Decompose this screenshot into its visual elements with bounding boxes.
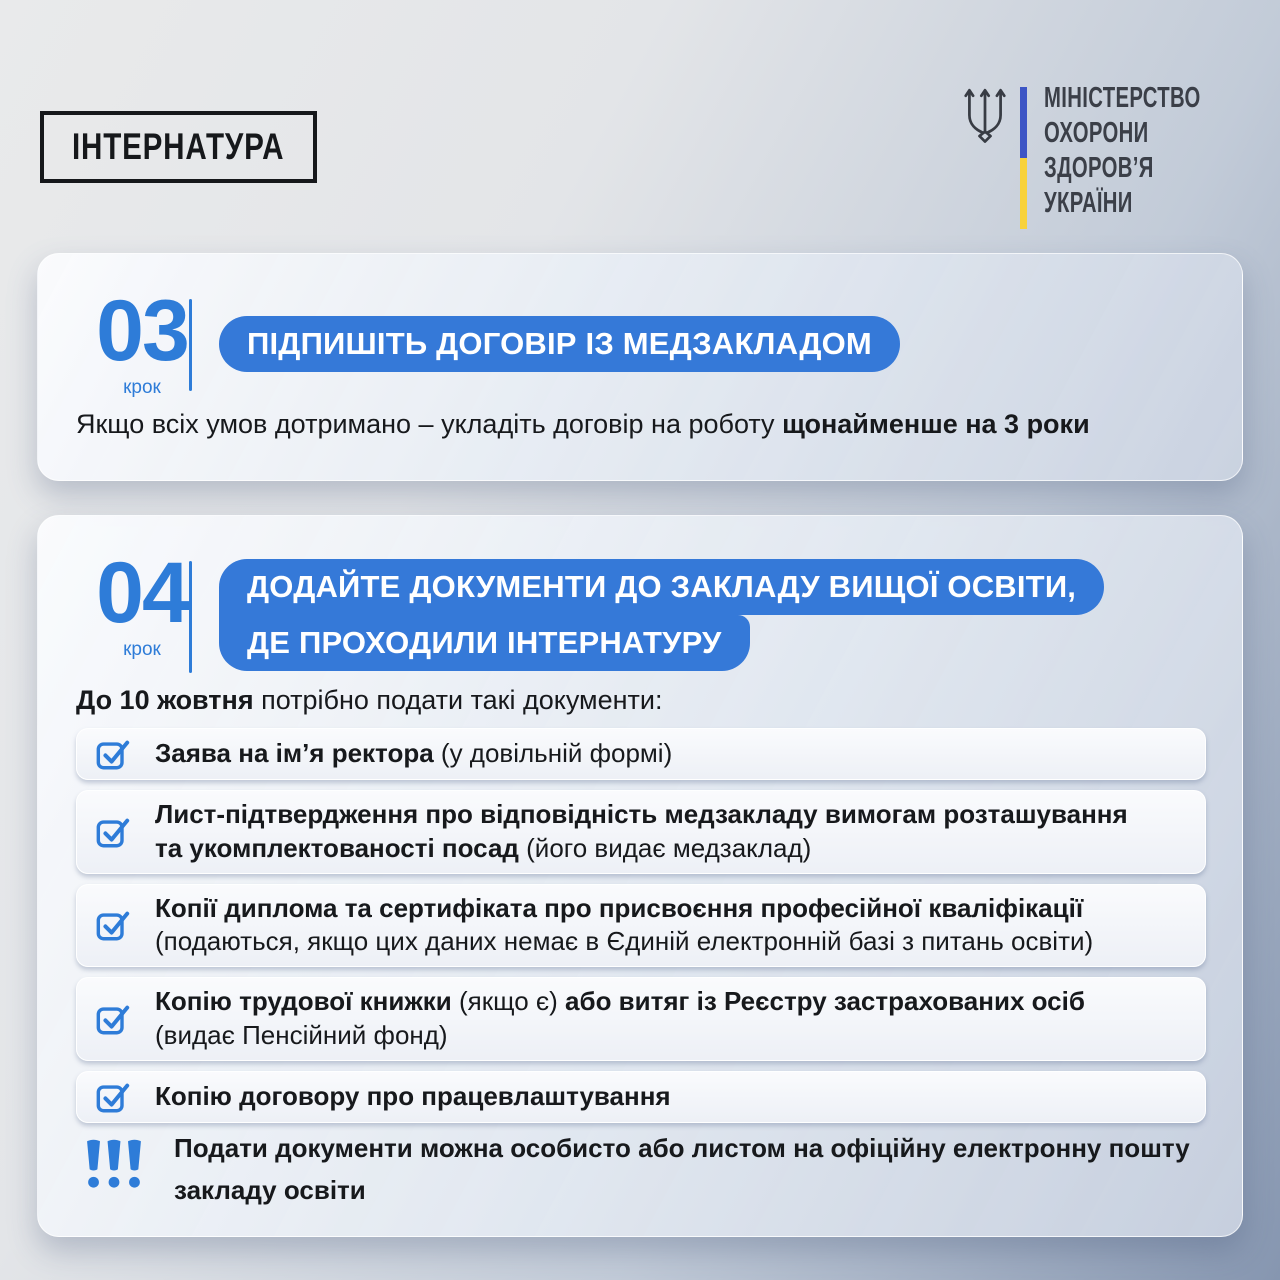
triple-exclamation-icon [86, 1134, 142, 1196]
flag-yellow-half [1020, 158, 1027, 229]
trident-icon [963, 86, 1007, 144]
step-title-pill-line-1: ДОДАЙТЕ ДОКУМЕНТИ ДО ЗАКЛАДУ ВИЩОЇ ОСВІТИ, [219, 559, 1104, 615]
step-3-number-block [83, 283, 201, 399]
checkbox-check-icon [95, 736, 131, 772]
step-4-title [219, 559, 1104, 671]
step-title-pill: ПІДПИШІТЬ ДОГОВІР ІЗ МЕДЗАКЛАДОМ [219, 316, 900, 372]
step-3-description: Якщо всіх умов дотримано – укладіть договір на роботу щонайменше на 3 роки [76, 409, 1090, 439]
badge-label: ІНТЕРНАТУРА [72, 126, 285, 167]
submission-note [86, 1128, 1202, 1211]
deadline-lead-text: До 10 жовтня потрібно подати такі документи: [76, 685, 663, 715]
step-4-card [37, 515, 1243, 1237]
step-4-number-block [83, 545, 201, 661]
checkbox-check-icon [95, 1001, 131, 1037]
checklist-item-text: Копію трудової книжки (якщо є) або витяг із Реєстру застрахованих осіб (видає Пенсійний фонд) [155, 986, 1085, 1050]
ministry-name-line: МІНІСТЕРСТВО [1044, 82, 1201, 114]
internship-badge [40, 111, 317, 183]
checklist-item [76, 1071, 1206, 1123]
checkbox-check-icon [95, 907, 131, 943]
step-word: крок [123, 639, 161, 661]
step-word: крок [123, 377, 161, 399]
checklist-item [76, 977, 1206, 1061]
documents-checklist [76, 728, 1206, 1123]
submission-note-text: Подати документи можна особисто або листом на офіційну електронну пошту закладу освіти [174, 1133, 1190, 1205]
ministry-name [1044, 81, 1268, 221]
flag-bar [1020, 87, 1027, 229]
checklist-item [76, 728, 1206, 780]
step-3-title [219, 316, 900, 372]
step-title-pill-line-2: ДЕ ПРОХОДИЛИ ІНТЕРНАТУРУ [219, 615, 750, 671]
ministry-name-line: УКРАЇНИ [1044, 187, 1133, 219]
ministry-logo [963, 84, 1268, 229]
checkbox-check-icon [95, 1079, 131, 1115]
checklist-item-text: Заява на ім’я ректора (у довільній формі) [155, 738, 673, 769]
checklist-item-text: Копію договору про працевлаштування [155, 1080, 671, 1111]
checklist-item-text: Лист-підтвердження про відповідність медзакладу вимогам розташування та укомплектованості посад (його видає медзаклад) [155, 799, 1128, 863]
step-number: 03 [96, 283, 188, 379]
checklist-item [76, 790, 1206, 874]
step-number: 04 [96, 545, 188, 641]
flag-blue-half [1020, 87, 1027, 158]
step-divider [189, 299, 192, 391]
ministry-name-line: ЗДОРОВ’Я [1044, 152, 1154, 184]
ministry-name-line: ОХОРОНИ [1044, 117, 1149, 149]
checklist-item-text: Копії диплома та сертифіката про присвоєння професійної кваліфікації (подаються, якщо цих даних немає в Єдиній електронній базі з питань освіти) [155, 892, 1094, 957]
step-3-card [37, 253, 1243, 481]
step-divider [189, 561, 192, 673]
checklist-item [76, 884, 1206, 968]
checkbox-check-icon [95, 814, 131, 850]
